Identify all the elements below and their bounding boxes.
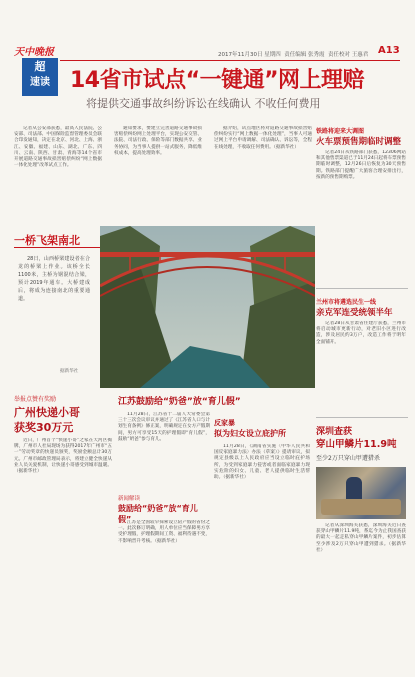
divider-1 <box>316 288 408 289</box>
bridge-illustration <box>100 226 315 388</box>
bottom-mid-body2: 江苏是全国较早探索设立陪产假的省份之一。此次修订明确，用人单位应当保障男方享受护理假，护理假期间工资、福利待遇不变，不影响晋升考核。（据新华社） <box>118 520 210 544</box>
brand-name: 天中晚报 <box>14 47 54 58</box>
column-tag <box>22 58 58 96</box>
proofreader-credit: 责任校对 王惠君 <box>328 52 369 58</box>
item2-title: 亲克军连受统领半年 <box>316 308 393 318</box>
bridge-photo-caption: 28日，山西桥梁建设者在合龙的桥梁上作业。该桥全长1100米，主桥为钢混结合梁，预计2019年通车。大桥建成后，将成为连接南北的重要通道。 <box>18 256 90 302</box>
brand-logo <box>14 40 62 56</box>
item2-body: 记者28日从甘肃省住建厅获悉，兰州市将启动城市更新行动，对老旧小区进行改造，涉及居民约3万户，改造工作将于明年全面铺开。 <box>316 321 406 345</box>
bottom-mid-title: 江苏鼓励给“奶爸”放“育儿假” <box>118 397 241 407</box>
issue-date: 2017年11月30日 星期四 <box>218 52 281 58</box>
masthead-rule <box>60 60 400 61</box>
bottom-mid-subtitle: 鼓励给“奶爸”放“育儿假” <box>118 504 198 524</box>
bottom-left-subtitle: 获奖30万元 <box>14 421 74 434</box>
family-violence-body: 11月28日，《湖南省实施〈中华人民共和国反家庭暴力法〉办法（草案）》提请审议，拟规定县级以上人民政府应当设立临时庇护场所，为受到家庭暴力侵害或者面临家庭暴力现实危险的妇女、儿童、老人提供临时生活帮助。（据新华社） <box>214 444 310 481</box>
bridge-photo <box>100 226 315 388</box>
item3-subtitle: 至少2万只穿山甲遭猎杀 <box>316 455 380 462</box>
lead-article-col3: 据介绍，试点地区将对道路交通事故损害赔偿纠纷实行“网上数据一体化处理”，当事人可通过网上平台申请调解、司法确认、诉讼等，全程在线处理，不收取任何费用。（据新华社） <box>214 126 312 150</box>
bridge-photo-title: 一桥飞架南北 <box>14 234 80 247</box>
item1-head: 铁路将迎来大调图 <box>316 128 365 135</box>
item3-head: 深圳查获 <box>316 427 353 437</box>
masthead-info <box>218 50 378 58</box>
bottom-mid-subhead: 新闻解读 <box>118 496 141 502</box>
divider-2 <box>316 417 408 418</box>
pangolin-photo <box>316 467 406 519</box>
bottom-left-body: 近日，广州首个“快递小哥”之家在天河区揭牌，广州市人社局现场为获得2017年广州市“五一”劳动奖章的快递员颁奖，奖励金额总计30万元。广州市邮政管理局表示，将建立健全快递从业人员关爱机制，让快递小哥感受到城市温暖。（据新华社） <box>14 438 112 475</box>
page-number: A13 <box>378 45 400 56</box>
subheadline: 将提供交通事故纠纷诉讼在线确认 不收任何费用 <box>86 97 321 110</box>
right-column <box>316 126 408 671</box>
bridge-title-rule <box>14 247 104 248</box>
lead-article-col2: 通知要求，要建立完善道路交通事故损害赔偿纠纷网上处理平台，实现公安交管、法院、司法行政、保险等部门数据共享、业务协同，为当事人提供一站式服务，降低维权成本，提高处理效率。 <box>114 126 202 156</box>
editor-credit: 责任编辑 张秀霞 <box>284 52 325 58</box>
bottom-left-kicker: 举报点赞有奖励 <box>14 396 57 403</box>
bottom-left-title: 广州快递小哥 <box>14 406 80 419</box>
item1-body: 记者24日从铁路部门获悉，12306网站和其他售票渠道已于11月24日起将车票预售期临时调整，12月26日后恢复为30天预售期。铁路部门提醒广大旅客合理安排出行，按新的预售期购票。 <box>316 150 406 180</box>
item2-head: 兰州市将遴选民生一线 <box>316 299 377 306</box>
bottom-mid-body: 11月28日，江苏省十二届人大常委会第三十三次会议审议并通过了《江苏省人口与计划生育条例》修正案，明确规定在女方产假期间，男方可享受15天的护理假即“育儿假”，鼓励“奶爸”参与育儿。 <box>118 412 210 442</box>
scale-bags <box>321 499 401 515</box>
family-violence-title-b: 拟为妇女设立庇护所 <box>214 429 286 438</box>
bridge-photo-credit: 据新华社 <box>60 369 79 374</box>
item3-body: 记者从深圳海关获悉，深圳海关近日查获穿山甲鳞片11.9吨，系迄今为止我国查获的最大一起走私穿山甲鳞片案件，初步估算至少涉及2万只穿山甲遭到猎杀。（据新华社） <box>316 523 406 553</box>
item1-title: 火车票预售期临时调整 <box>316 137 402 147</box>
headline: 14省市试点“一键通”网上理赔 <box>70 68 365 93</box>
item3-title: 穿山甲鳞片11.9吨 <box>316 439 397 450</box>
family-violence-title-a: 反家暴 <box>214 419 235 427</box>
column-tag-line1: 超 <box>34 60 46 73</box>
lead-article-col1: 记者从公安部获悉，最高人民法院、公安部、司法部、中国保险监督管理委员会联合印发通知，决定在北京、河北、上海、浙江、安徽、福建、山东、湖北、广东、四川、云南、陕西、甘肃、青海等14个省市开展道路交通事故损害赔偿纠纷“网上数据一体化处理”改革试点工作。 <box>14 126 102 169</box>
column-tag-line2: 速读 <box>30 77 50 88</box>
